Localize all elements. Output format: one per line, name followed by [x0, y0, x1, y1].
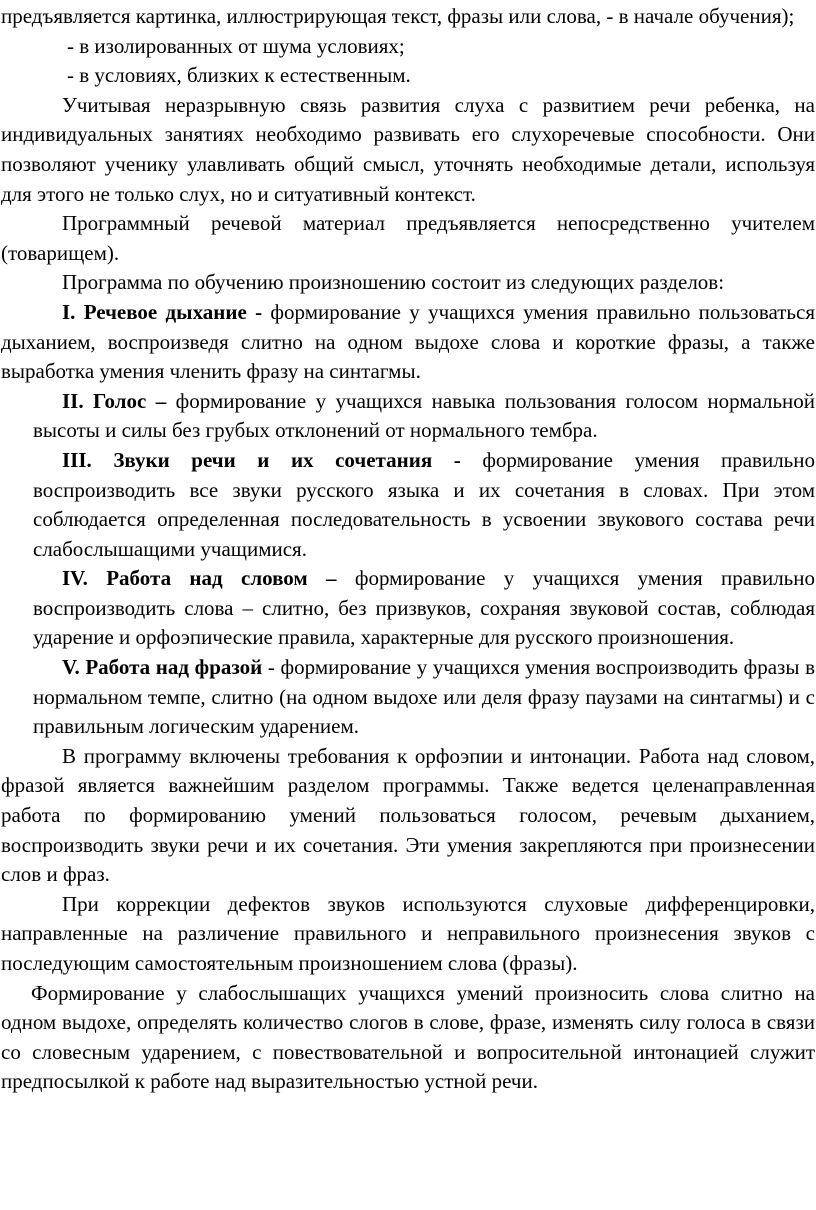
section-text: формирование у учащихся навыка пользования голосом нормальной высоты и силы без грубых отклонений от нормального тембра. [33, 388, 816, 443]
list-item-natural: - в условиях, близких к естественным. [67, 63, 411, 88]
section-text: формирование у учащихся умения правильно воспроизводить слова – слитно, без призвуков, сохраняя звуковой состав, соблюдая ударение и орфоэпические правила, характерные для русского произношения. [33, 566, 815, 650]
paragraph-correction: При коррекции дефектов звуков используются слуховые дифференцировки, направленные на различение правильного и неправильного произнесения звуков с последующим самостоятельным произношением слова (фразы). [1, 891, 815, 975]
section-title: III. Звуки речи и их сочетания - [62, 447, 461, 472]
section-word-work [1, 564, 815, 653]
paragraph-formation: Формирование у слабослышащих учащихся умений произносить слова слитно на одном выдохе, определять количество слогов в слове, фразе, изменять силу голоса в связи со словесным ударением, с повествовательной и вопросительной интонацией служит предпосылкой к работе над выразительностью устной речи. [1, 980, 815, 1094]
paragraph-program-material: Программный речевой материал предъявляется непосредственно учителем (товарищем). [1, 211, 815, 265]
list-item-isolated: - в изолированных от шума условиях; [67, 33, 405, 58]
section-speech-breathing [1, 298, 815, 387]
section-text: - формирование у учащихся умения воспроизводить фразы в нормальном темпе, слитно (на одном выдохе или деля фразу паузами на синтагмы) и с правильным логическим ударением. [33, 655, 816, 739]
section-title: II. Голос – [62, 388, 167, 413]
section-phrase-work [1, 653, 815, 742]
paragraph-hearing-speech: Учитывая неразрывную связь развития слуха с развитием речи ребенка, на индивидуальных занятиях необходимо развивать его слухоречевые способности. Они позволяют ученику улавливать общий смысл, уточнять необходимые детали, используя для этого не только слух, но и ситуативный контекст. [1, 92, 815, 206]
section-text: формирование у учащихся умения правильно пользоваться дыханием, воспроизведя слитно на одном выдохе слова и короткие фразы, а также выработка умения членить фразу на синтагмы. [1, 299, 815, 384]
section-speech-sounds [1, 446, 815, 564]
section-text: формирование умения правильно воспроизводить все звуки русского языка и их сочетания в словах. При этом соблюдается определенная последовательность в усвоении звукового состава речи слабослышащими учащимися. [33, 447, 815, 561]
paragraph-intro-tail: предъявляется картинка, иллюстрирующая текст, фразы или слова, - в начале обучения); [1, 4, 795, 28]
paragraph-program-sections: Программа по обучению произношению состоит из следующих разделов: [62, 270, 725, 295]
section-voice [1, 387, 815, 446]
paragraph-orthoepy: В программу включены требования к орфоэпии и интонации. Работа над словом, фразой является важнейшим разделом программы. Также ведется целенаправленная работа по формированию умений пользоваться голосом, речевым дыханием, воспроизводить звуки речи и их сочетания. Эти умения закрепляются при произнесении слов и фраз. [1, 743, 815, 887]
section-title: V. Работа над фразой [62, 655, 263, 680]
section-title: IV. Работа над словом – [62, 566, 337, 591]
section-title: I. Речевое дыхание - [62, 299, 263, 324]
